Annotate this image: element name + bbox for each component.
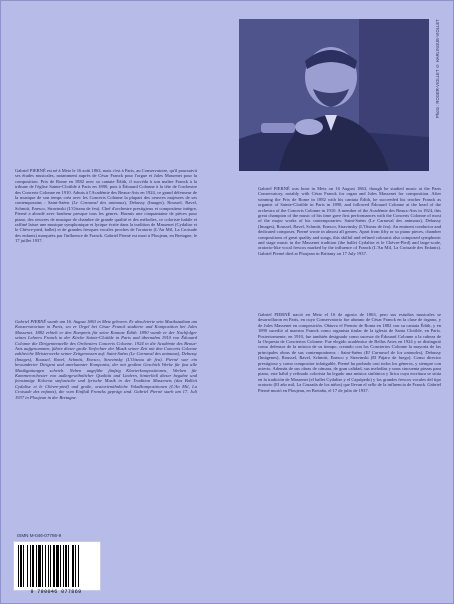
barcode-bar [32,545,34,587]
barcode-bar [75,545,76,587]
biography-french [15,168,197,244]
barcode-bar [18,545,19,587]
barcode-bar [48,545,49,587]
ismn-number: ISMN M-046-07786-9 [17,533,62,538]
biography-spanish-part2: ), Debussy (Imágenes), Roussel, Ravel, Schmitt, Enesco y Stravinski (El Pájaro de fuego). Como director prestigioso y como compositor infatigable, Pierné ha probado casi todos los géneros, y siempre con acierto. Además de sus obras de cámara, de gran calidad, sus melodías y unas cincuenta piezas para piano, este hábil y refinado colorista ha legado una música sinfónica y lírica cuya escritura se sitúa en la tradición de Massenet (el ballet Cydalise y el Caprípedo) y los grandes frescos vocales del tipo oratorio (El año mil, La Cruzada de los niños) que llevan el sello de la influencia de Franck. Gabriel Pierné murió en Ploujean, en Bretaña, el 17 de julio de 1937. [258,349,442,393]
barcode-bar [23,545,24,587]
biography-spanish-part1: Gabriel PIERNÉ nació en Metz el 16 de agosto de 1863, pero sus estudios musicales se desarrollaron en París, en cuyo Conservatorio fue alumno de César Franck en la clase de órgano, y de Jules Massenet en composición. Obtuvo el Premio de Roma en 1882 con su cantata Édith, y en 1890 sucedió al maestro Franck como organista titular de la iglesia de Santa Clotilde, en París. Posteriormente, en 1910, fue también designado como sucesor de Édouard Colonne a la cabeza de la Orquesta de Conciertos Colonne. Fue elegido académico de Bellas Artes en 1924 y se distinguió como defensor de la música de su tiempo, creando con los Conciertos Colonne la mayoría de las principales obras de sus contemporáneos : Saint-Saëns ( [258,312,441,355]
barcode-bars [14,542,100,590]
portrait-photo [239,19,429,171]
biography-german: Gabriel PIERNÉ wurde am 16. August 1863 in Metz geboren. Er absolvierte sein Musikstudium am Konservatorium in Paris, wo er Orgel bei César Franck studierte und Komposition bei Jules Massenet. 1882 erhielt er den Rompreis für seine Kantate Édith. 1890 wurde er der Nachfolger seines Lehrers Franck in der Kirche Sainte-Clotilde in Paris und übernahm 1910 von Édouard Colonne die Dirigentenstelle des Orchesters Concerts Colonne. 1924 in die Académie des Beaux-Arts aufgenommen, führte dieser große Verfechter der Musik seiner Zeit mit den Concerts Colonne zahlreiche Meisterwerke seiner Zeitgenossen auf: Saint-Saëns (Le Carnaval des animaux), Debussy (Images), Roussel, Ravel, Schmitt, Enesco, Stravinsky (L'Oiseau de feu). Pierné war ein bewunderter Dirigent und anerkannter Komponist, der mit großem Geschick Werke für fast alle Musikgattungen schrieb. Neben ungefähr fünfzig Klavierkompositionen, Werken für Kammerorchester von außergewöhnlicher Qualität und Liedern, hinterließ dieser begabte und feinsinnige Kolorist sinfonische und lyrische Musik in der Tradition Massenets (das Ballett Cydalise et le Chèvre-pied) und große, oratorienähnliche Vokalkompositionen (L'An Mil, La Croisade des enfants), die vom Einfluß Francks geprägt sind. Gabriel Pierné starb am 17. Juli 1937 in Ploujean in der Bretagne. [15,319,197,400]
biography-french-part2: ), Debussy (Images), Roussel, Ravel, Schmitt, Enesco, Stravinski (L'Oiseau de feu). Chef d'orchestre prestigieux et compositeur intègre, Pierné a abordé avec bonheur presque tous les genres. Hormis une cinquantaine de pièces pour piano, des oeuvres de musique de chambre de grande qualité et des mélodies, ce coloriste habile et raffiné laisse une musique symphonique et lyrique écrite dans la tradition de Massenet (Cydalise et le Chèvre-pied, ballet) et de grandes fresques vocales proches de l'oratorio (L'An Mil, La Croisade des enfants) marquées par l'influence de Franck. Gabriel Pierné est mort à Ploujean, en Bretagne, le 17 juillet 1937. [15,200,197,244]
barcode-bar [45,545,46,587]
barcode-bar [78,545,79,587]
barcode-bar [60,545,61,587]
barcode-bar [65,545,67,587]
barcode-bar [42,545,43,587]
biography-french-title: Le Carnaval des animaux [73,200,125,206]
barcode-bar [63,545,64,587]
barcode-bar [56,545,59,587]
photo-credit: Photo : ROGER-VIOLLET © HARLINGUE-VIOLLET [435,19,440,118]
barcode-bar [38,545,41,587]
portrait-image [239,19,429,171]
biography-english: Gabriel PIERNÉ was born in Metz on 16 August 1863, though he studied music at the Paris Conservatory, notably with César Franck for organ and Jules Massenet for composition. After winning the Prix de Rome in 1882 with his cantata Édith, he succeeded his teacher Franck as organist of Sainte-Clotilde in Paris in 1890, and followed Édouard Colonne at the head of the orchestra of the Concerts Colonne in 1910. A member of the Académie des Beaux-Arts in 1924, this great champion of the music of his time gave first performances with the Concerts Colonne of most of the major works of his contemporaries: Saint-Saëns (Le Carnaval des animaux), Debussy (Images), Roussel, Ravel, Schmitt, Enesco, Stravinsky (L'Oiseau de feu). An eminent conductor and dedicated composer, Pierné wrote in almost all genres. Apart from fifty or so piano pieces, chamber compositions of great quality and songs, this skilful and refined colourist also composed symphonic and stage music in the Massenet tradition (the ballet Cydalise et le Chèvre-Pied) and large-scale, oratorio-like vocal frescos marked by the influence of Franck (L'An Mil, La Croisade des Enfants). Gabriel Pierné died at Ploujean in Brittany on 17 July 1937. [258,186,441,256]
barcode-bar [72,545,74,587]
barcode-bar [36,545,37,587]
barcode-bar [50,545,51,587]
barcode-bar [27,545,28,587]
biography-spanish [258,312,441,393]
barcode-bar [30,545,31,587]
barcode [13,541,101,591]
barcode-digits: 9 790046 077869 [30,589,82,595]
barcode-bar [68,545,69,587]
biography-spanish-title: El Carnaval de los animales [365,349,421,355]
barcode-bar [20,545,22,587]
biography-french-part1: Gabriel PIERNÉ est né à Metz le 16 août 1863, mais c'est à Paris, au Conservatoire, qu'il poursuivit ses études musicales, notamment auprès de César Franck pour l'orgue et Jules Massenet pour la composition. Prix de Rome en 1882 avec sa cantate Édith, il succéda à son maître Franck à la tribune de l'église Sainte-Clotilde à Paris en 1890, puis à Édouard Colonne à la tête de l'orchestre des Concerts Colonne en 1910. Admis à l'Académie des Beaux-Arts en 1924, ce grand défenseur de la musique de son temps créa avec les Concerts Colonne la plupart des oeuvres majeures de ses contemporains : Saint-Saëns ( [15,168,197,206]
barcode-bar [53,545,55,587]
